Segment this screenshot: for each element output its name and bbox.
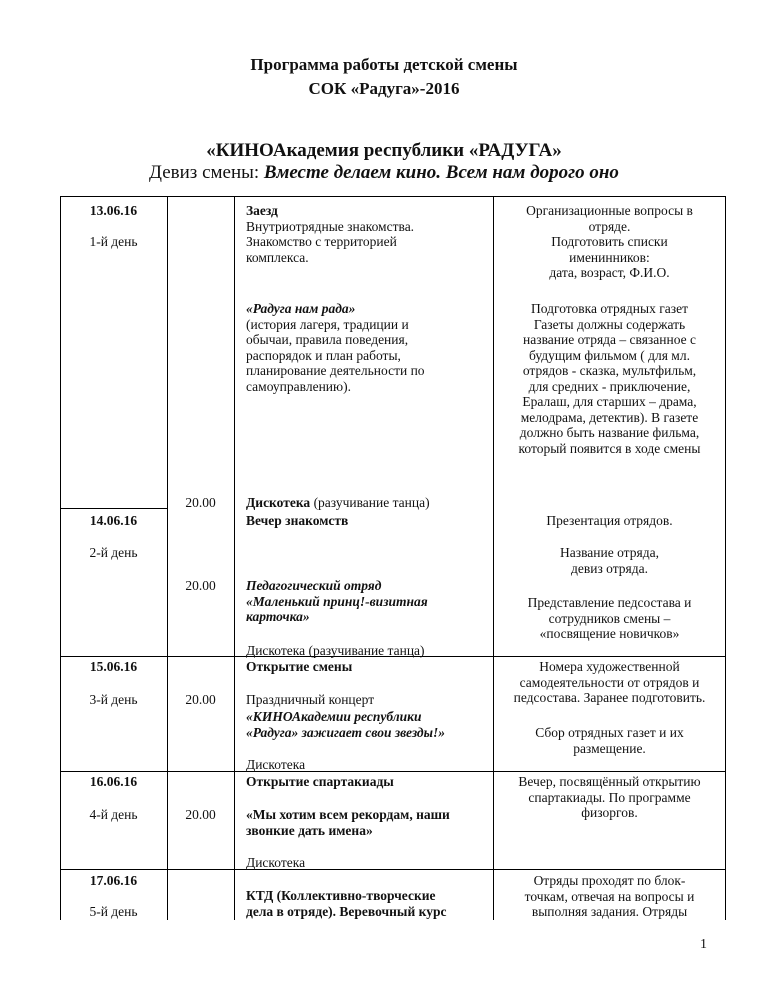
time-day3: 20.00 [185,692,216,707]
note-line: выполняя задания. Отряды [531,904,688,919]
note-line: Сбор отрядных газет и их [535,725,684,740]
ped-block [246,578,491,625]
ped-line: Педагогический отряд [246,578,382,593]
note-line: Номера художественной [539,659,680,674]
notes-day2-a: Презентация отрядов. [546,513,673,528]
event-line: Внутриотрядные знакомства. [246,218,415,234]
event-day5 [246,888,491,919]
day-label-5: 5-й день [89,904,138,919]
ped-line: карточка» [246,609,310,624]
note-line: Газеты должны содержать [533,316,686,332]
column-divider-2 [234,196,235,920]
disco-day4: Дискотека [246,855,306,870]
note-line: размещение. [573,740,646,756]
row-divider-1 [60,508,168,509]
note-line: дата, возраст, Ф.И.О. [549,265,670,280]
ped-line: «Маленький принц!-визитная [246,593,428,609]
raduga-block [246,301,491,394]
time-day2: 20.00 [185,578,216,593]
concert: Праздничный концерт [246,692,375,707]
notes-day2-c [494,595,725,642]
table-border-right [725,196,726,920]
note-line: название отряда – связанное с [523,332,696,347]
note-line: Подготовка отрядных газет [531,301,688,316]
notes-day2-b [494,545,725,576]
note-line: физоргов. [581,805,638,820]
raduga-line: распорядок и план работы, [246,347,401,363]
table-border-top [60,196,726,197]
raduga-line: самоуправлению). [246,378,351,394]
concert-line: «КИНОАкадемии республики [246,709,422,724]
note-line: должно быть название фильма, [519,425,700,440]
note-line: сотрудников смены – [548,610,671,626]
ktd-line: КТД (Коллективно-творческие [246,888,436,903]
concert-line: «Радуга» зажигает свои звезды!» [246,724,445,740]
page-number: 1 [700,937,707,952]
event-day3: Открытие смены [246,659,353,674]
date-day4: 16.06.16 [89,774,138,789]
note-line: Название отряда, [560,545,659,560]
note-line: для средних - приключение, [528,378,691,394]
notes-day3-a [494,659,725,706]
date-day5: 17.06.16 [89,873,138,888]
note-line: будущим фильмом ( для мл. [529,347,690,363]
records-line: «Мы хотим всем рекордам, наши [246,807,450,822]
notes-day4 [494,774,725,821]
notes-day1-a [494,203,725,281]
raduga-title: «Радуга нам рада» [246,301,356,316]
day-label-2: 2-й день [89,545,138,560]
motto-text: Вместе делаем кино. Всем нам дорого оно [263,162,619,183]
event-title: Заезд [246,203,278,218]
note-line: отрядов - сказка, мультфильм, [522,363,697,378]
day-label-1: 1-й день [89,234,138,249]
title-line-1: Программа работы детской смены [250,55,518,74]
event-day2: Вечер знакомств [246,513,349,528]
raduga-line: (история лагеря, традиции и [246,316,409,332]
date-day2: 14.06.16 [89,513,138,528]
date-day1: 13.06.16 [89,203,138,218]
disco-day3: Дискотека [246,757,306,772]
notes-day5 [494,873,725,920]
note-line: Ералаш, для старших – драма, [522,394,697,409]
notes-day3-b [494,725,725,756]
note-line: точкам, отвечая на вопросы и [524,888,695,904]
time-day4: 20.00 [185,807,216,822]
event-line: комплекса. [246,249,309,265]
event-line: Знакомство с территорией [246,234,397,249]
note-line: педсостава. Заранее подготовить. [513,690,706,705]
note-line: «посвящение новичков» [539,626,680,641]
disco-note: (разучивание танца) [310,495,430,510]
disco-day1 [246,495,491,511]
note-line: самодеятельности от отрядов и [519,674,700,690]
note-line: Представление педсостава и [527,595,692,610]
motto-label: Девиз смены: [149,162,264,183]
notes-day1-b [494,301,725,456]
raduga-line: планирование деятельности по [246,363,425,378]
note-line: Отряды проходят по блок- [533,873,686,888]
concert-title [246,709,491,740]
note-line: Организационные вопросы в [526,203,693,218]
note-line: отряде. [588,218,631,234]
academy-title: «КИНОАкадемия республики «РАДУГА» [206,140,562,161]
note-line: именинников: [569,249,650,265]
note-line: который появится в ходе смены [518,440,701,456]
note-line: Подготовить списки [551,234,668,249]
records-line: звонкие дать имена» [246,822,373,838]
event-day4: Открытие спартакиады [246,774,394,789]
date-day3: 15.06.16 [89,659,138,674]
raduga-line: обычаи, правила поведения, [246,332,409,347]
note-line: Вечер, посвящённый открытию [518,774,701,789]
note-line: спартакиады. По программе [528,789,691,805]
day-label-4: 4-й день [89,807,138,822]
motto [0,162,768,184]
disco-label: Дискотека [246,495,311,510]
note-line: девиз отряда. [571,560,648,576]
disco-day2: Дискотека (разучивание танца) [246,643,425,658]
time-day1: 20.00 [185,495,216,510]
records-block [246,807,491,838]
note-line: мелодрама, детектив). В газете [520,409,699,425]
title-line-2: СОК «Радуга»-2016 [308,79,460,98]
event-day1 [246,203,491,265]
day-label-3: 3-й день [89,692,138,707]
ktd-line: дела в отряде). Веревочный курс [246,903,447,919]
